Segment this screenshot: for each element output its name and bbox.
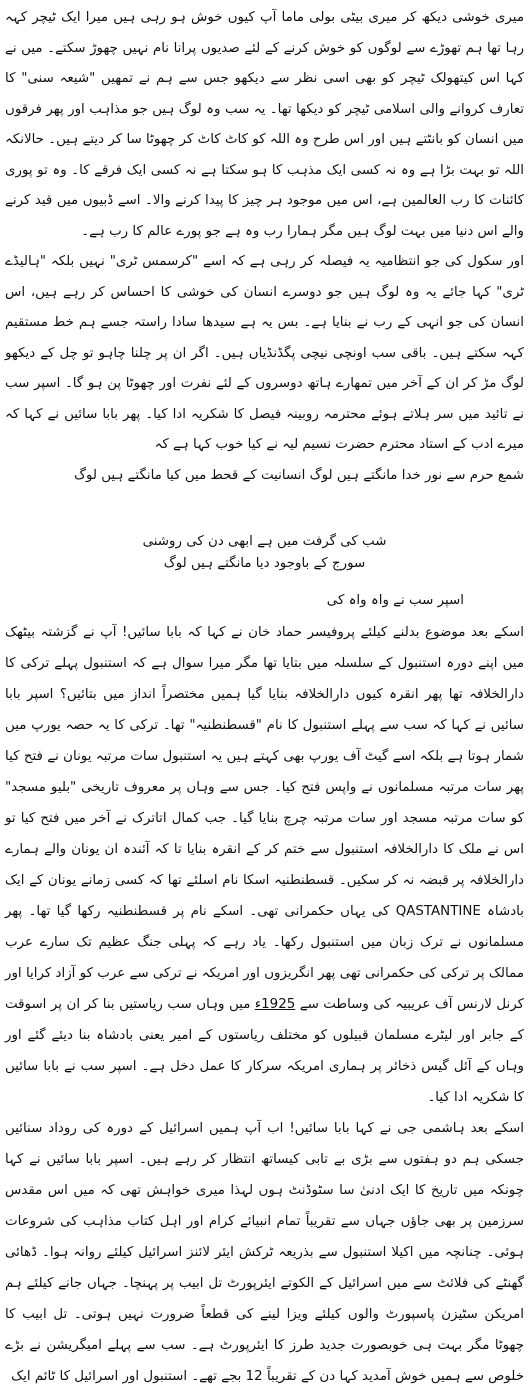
section-gap-small <box>5 575 524 589</box>
paragraph-istanbul <box>5 617 524 1113</box>
section-gap <box>5 491 524 531</box>
poem-line-2: سورج کے باوجود دیا مانگتے ہیں لوگ <box>163 555 366 571</box>
istanbul-text-b: میں وہاں سب ریاستیں بنا کر ان پر اسوقت کے جابر اور لیٹرے مسلمان قبیلوں کو مختلف ریاستوں کے امیر یعنی بادشاہ بنا دیئے گئے اور وہاں کے آئل گیس ذخائر پر ہماری امریکہ سرکار کا عمل دخل ہے۔ اسپر سب نے بابا سائیں کا شکریہ ادا کیا۔ <box>5 996 524 1105</box>
istanbul-text-a: اسکے بعد موضوع بدلنے کیلئے پروفیسر حماد خان نے کہا کہ بابا سائیں! آپ نے گزشتہ بیٹھک میں اپنے دورہ استنبول کے سلسلہ میں بتایا تھا مگر میرا سوال ہے کہ استنبول پہلے ترکی کا دارالخلافہ تھا پھر انقرہ کیوں دارالخلافہ بنایا گیا ہمیں مختصراً انداز میں بتائیں؟ اسپر بابا سائیں نے کہا کہ سب سے پہلے استنبول کا نام "قسطنطنیہ" تھا۔ ترکی کا یہ حصہ یورپ میں شمار ہوتا ہے بلکہ اسے گیٹ آف یورپ بھی کہتے ہیں یہ استنبول سات مرتبہ یونان نے فتح کیا پھر سات مرتبہ مسلمانوں نے واپس فتح کیا۔ جس سے وہاں پر معروف تاریخی "بلیو مسجد" کو سات مرتبہ مسجد اور سات مرتبہ چرچ بنایا گیا۔ جب کمال اتاترک نے آخر میں فتح کیا تو اس نے ملک کا دارالخلافہ استنبول سے ختم کر کے انقرہ بنایا تا کہ آئندہ ان یونان والے ہمارے دارالخلافہ پر قبضہ نہ کر سکیں۔ قسطنطنیہ اسکا نام اسلئے تھا کہ کسی زمانے یونان کے ایک بادشاہ QASTANTINE کی یہاں حکمرانی تھی۔ اسکے نام پر قسطنطنیہ رکھا گیا تھا۔ پھر مسلمانوں نے ترک زبان میں استنبول رکھا۔ یاد رہے کہ پہلی جنگ عظیم تک سارے عرب ممالک پر ترکی کی حکمرانی تھی پھر انگریزوں اور امریکہ نے ترکی سے عرب کو آزاد کرایا اور کرنل لارنس آف عریبیہ کی وساطت سے <box>5 624 524 1012</box>
year-1925: 1925ء <box>254 996 296 1012</box>
applause-line: اسپر سب نے واہ واہ کی <box>326 592 464 608</box>
paragraph-school-tree: اور سکول کی جو انتظامیہ یہ فیصلہ کر رہی ہے کہ اسے "کرسمس ٹری" نہیں بلکہ "ہالیڈے ٹری" کہا جائے یہ وہ لوگ ہیں جو دوسرے انسان کی خوشی کا احساس کر رہے ہیں، اس انسان کی جو انہی کے رب نے بنایا ہے۔ بس یہ ہے سیدھا سادا راستہ جسے ہم خط مستقیم کہہ سکتے ہیں۔ باقی سب اونچی نیچی پگڈنڈیاں ہیں۔ اگر ان پر چلنا چاہو تو چل کے دیکھو لوگ مڑ کر ان کے آخر میں تمھارے ہاتھ دوسروں کے لئے نفرت اور چھوٹا پن ہو گا۔ اسپر سب نے تائید میں سر ہلاتے ہوئے محترمہ روبینہ فیصل کا شکریہ ادا کیا۔ پھر بابا سائیں نے کہا کہ میرے ادب کے استاد محترم حضرت نسیم لیہ نے کیا خوب کہا ہے کہ <box>5 254 524 452</box>
paragraph-israel-visit: اسکے بعد ہاشمی جی نے کہا بابا سائیں! اب آپ ہمیں اسرائیل کے دورہ کی روداد سنائیں جسکی ہم دو ہفتوں سے بڑی بے تابی کیساتھ انتظار کر رہے ہیں۔ اسپر بابا سائیں نے کہا چونکہ میں تاریخ کا ایک ادنیٰ سا سٹوڈنٹ ہوں لہذا میری خواہش تھی کہ میں اس مقدس سرزمین پر بھی جاؤں جہاں سے تقریباً تمام انبیائے کرام اور اہل کتاب مذاہب کی شروعات ہوئی۔ چنانچہ میں اکیلا استنبول سے بذریعہ ٹرکش ایئر لائنز اسرائیل کیلئے روانہ ہوا۔ ڈھائی گھنٹے کی فلائٹ سے میں اسرائیل کے الکوتے ایئرپورٹ تل ابیب پر پہنچا۔ جہاں جانے کیلئے ہم امریکن سٹیزن پاسپورٹ والوں کیلئے ویزا لینے کی قطعاً ضرورت نہیں ہوتی۔ تل ابیب کا چھوٹا مگر بہت ہی خوبصورت جدید طرز کا ایئرپورٹ ہے۔ سب سے پہلے امیگریشن نے بڑے خلوص سے ہمیں خوش آمدید کہا دن کے تقریباً 12 بجے تھے۔ استنبول اور اسرائیل کا ٹائم ایک <box>5 1120 524 1384</box>
paragraph-couplet-line: شمع حرم سے نور خدا مانگتے ہیں لوگ انسانیت کے قحط میں کیا مانگتے ہیں لوگ <box>73 467 524 483</box>
paragraph-opening: میری خوشی دیکھ کر میری بیٹی بولی ماما آپ کیوں خوش ہو رہی ہیں میرا ایک ٹیچر کہہ رہا تھا ہم تھوڑے سے لوگوں کو خوش کرنے کے لئے صدیوں پرانا نام نہیں چھوڑ سکتے۔ میں نے کہا اس کیتھولک ٹیچر کو بھی اسی نظر سے دیکھو جس سے ہم نے تمھیں "شیعہ سنی" کا تعارف کروانے والی اسلامی ٹیچر کو دیکھا تھا۔ یہ سب وہ لوگ ہیں جو مذاہب اور پھر فرقوں میں انسان کو بانٹتے ہیں اور اس طرح وہ اللہ کو کاٹ کاٹ کر چھوٹا سا کر دیتے ہیں۔ حالانکہ اللہ تو بہت بڑا ہے وہ نہ کسی ایک مذہب کا ہو سکتا ہے نہ کسی ایک فرقے کا۔ وہ تو پوری کائنات کا رب العالمین ہے، اس میں موجود ہر چیز کا پیدا کرنے والا۔ اسے ڈبیوں میں قید کرنے والے اس دنیا میں بہت لوگ ہیں مگر ہمارا رب وہ ہے جو پورے عالم کا رب ہے۔ <box>5 10 524 239</box>
poem-line-1: شب کی گرفت میں ہے ابھی دن کی روشنی <box>142 533 387 549</box>
